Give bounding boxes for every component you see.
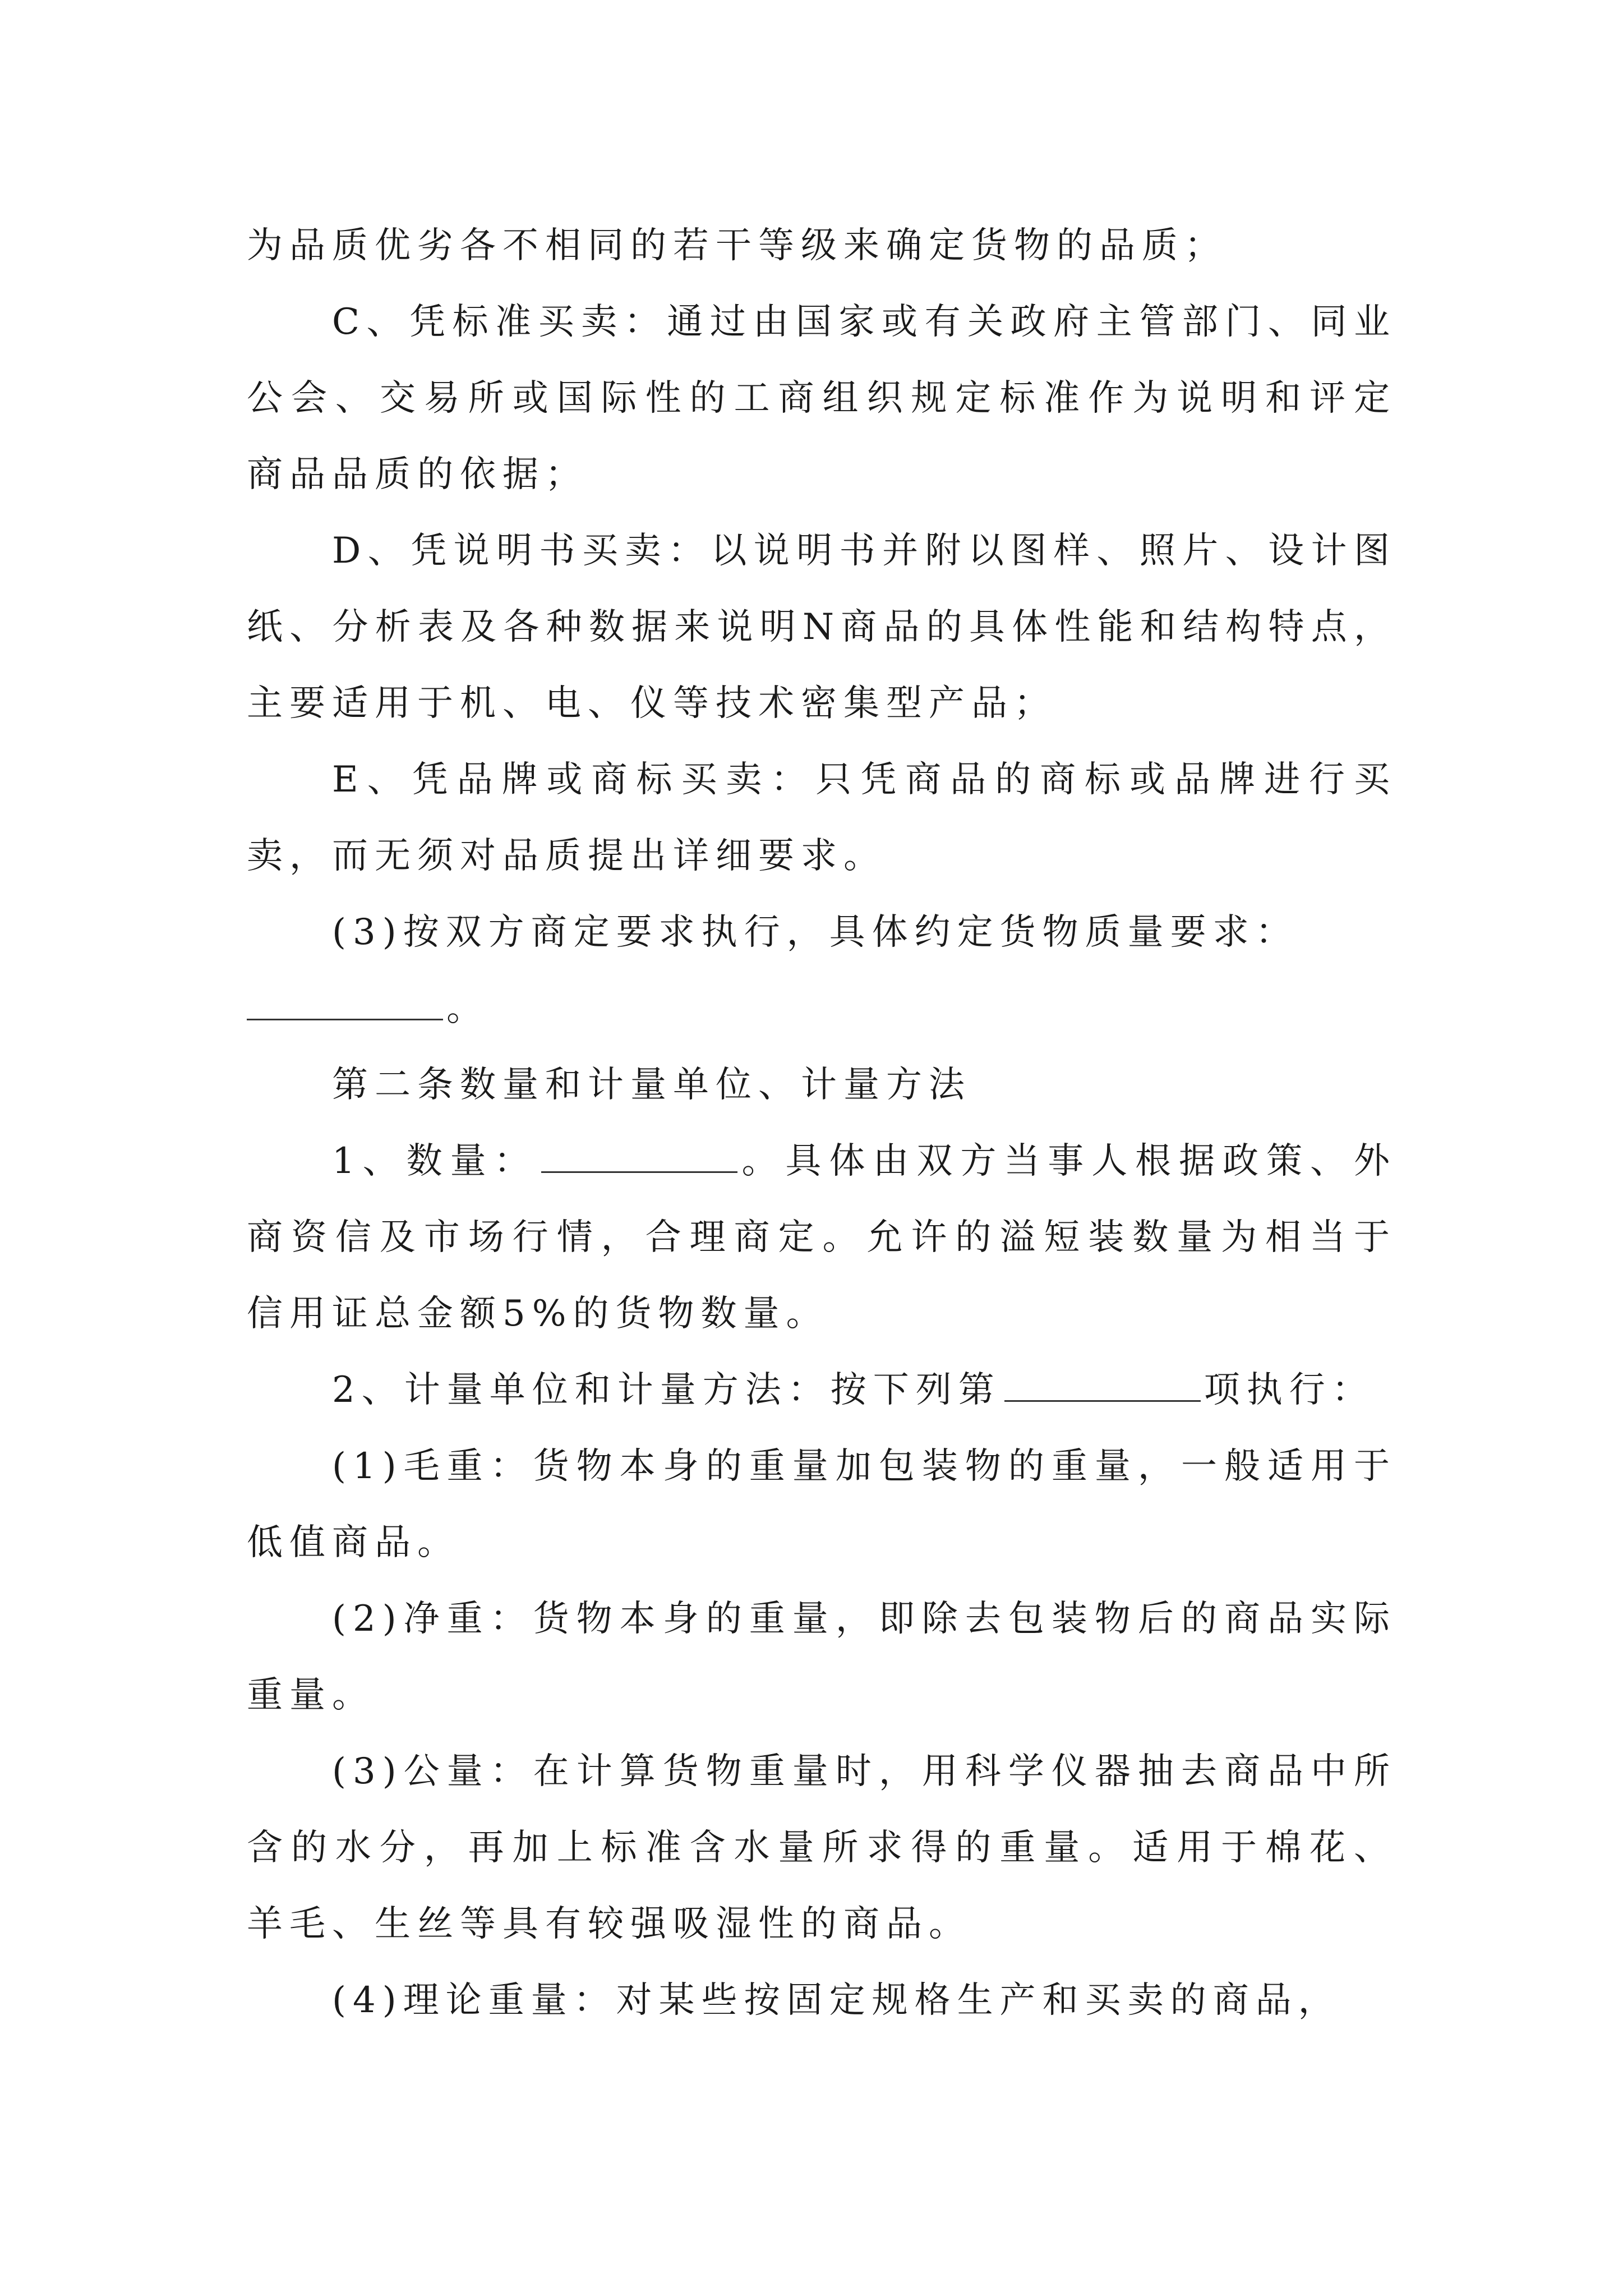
fill-in-blank-quality[interactable] [247,983,443,1020]
paragraph-theoretical-weight: (4)理论重量：对某些按固定规格生产和买卖的商品， [332,1980,1341,2021]
paragraph-quantity [247,1123,1396,1352]
fill-in-blank-item-number[interactable] [1004,1364,1201,1402]
paragraph-gross-weight: (1)毛重：货物本身的重量加包装物的重量，一般适用于低值商品。 [247,1446,1396,1563]
document-body [247,208,1396,2039]
paragraph-measurement-method [247,1352,1396,1428]
paragraph-measurement-rest: 项执行： [1204,1369,1375,1411]
paragraph-quantity-rest: 。具体由双方当事人根据政策、外商资信及市场行情，合理商定。允许的溢短装数量为相当于信用证总金额5%的货物数量。 [247,1140,1397,1335]
paragraph-net-weight: (2)净重：货物本身的重量，即除去包装物后的商品实际重量。 [247,1598,1396,1716]
paragraph-brand-sale: E、凭品牌或商标买卖：只凭商品的商标或品牌进行买卖，而无须对品质提出详细要求。 [247,759,1396,877]
paragraph-quality-blank-end: 。 [446,988,489,1029]
paragraph-measurement-lead: 2、计量单位和计量方法：按下列第 [332,1369,1001,1411]
paragraph-standard-sale: C、凭标准买卖：通过由国家或有关政府主管部门、同业公会、交易所或国际性的工商组织规定标准作为说明和评定商品品质的依据； [247,301,1396,495]
paragraph-quantity-lead: 1、数量： [332,1140,538,1182]
paragraph-agreed-quality: (3)按双方商定要求执行，具体约定货物质量要求： [332,912,1298,953]
paragraph-conditioned-weight: (3)公量：在计算货物重量时，用科学仪器抽去商品中所含的水分，再加上标准含水量所求得的重量。适用于棉花、羊毛、生丝等具有较强吸湿性的商品。 [247,1751,1396,1945]
section-title-quantity: 第二条数量和计量单位、计量方法 [332,1064,971,1106]
paragraph-quality-blank [247,970,1396,1047]
fill-in-blank-quantity[interactable] [541,1135,737,1173]
paragraph-description-sale: D、凭说明书买卖：以说明书并附以图样、照片、设计图纸、分析表及各种数据来说明N商品的具体性能和结构特点，主要适用于机、电、仪等技术密集型产品； [247,530,1396,724]
paragraph-quality-grades: 为品质优劣各不相同的若干等级来确定货物的品质； [247,225,1227,266]
